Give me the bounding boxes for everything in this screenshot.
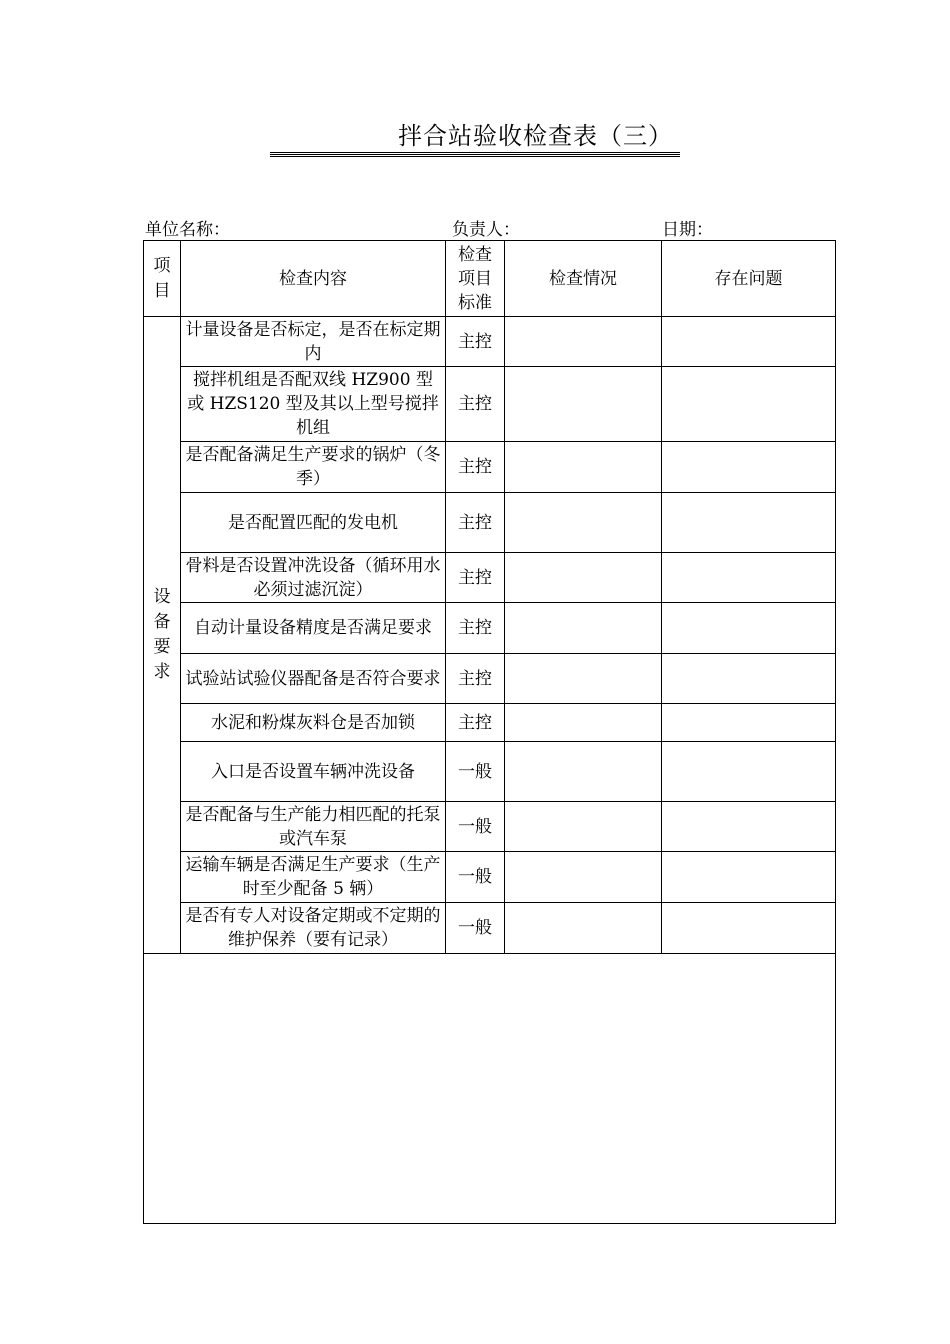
row-standard: 一般 (446, 903, 505, 954)
inspection-table (143, 240, 836, 1224)
table-row (144, 742, 836, 802)
unit-name-label: 单位名称： (145, 220, 230, 240)
table-row (144, 493, 836, 553)
row-status-cell[interactable] (505, 802, 662, 852)
row-standard: 一般 (446, 742, 505, 802)
table-row (144, 802, 836, 852)
row-issues-cell[interactable] (662, 553, 836, 603)
row-issues-cell[interactable] (662, 704, 836, 742)
row-standard: 主控 (446, 603, 505, 654)
table-row (144, 442, 836, 493)
row-standard: 主控 (446, 367, 505, 442)
row-status-cell[interactable] (505, 603, 662, 654)
row-issues-cell[interactable] (662, 802, 836, 852)
row-issues-cell[interactable] (662, 903, 836, 954)
header-standard: 检查项目标准 (446, 241, 505, 317)
date-label: 日期： (662, 220, 713, 240)
row-issues-cell[interactable] (662, 317, 836, 367)
manager-label: 负责人： (452, 220, 520, 240)
title-underline (270, 152, 680, 155)
table-row (144, 603, 836, 654)
row-standard: 主控 (446, 317, 505, 367)
table-row (144, 704, 836, 742)
row-content: 入口是否设置车辆冲洗设备 (181, 742, 446, 802)
row-status-cell[interactable] (505, 742, 662, 802)
row-content: 骨料是否设置冲洗设备（循环用水必须过滤沉淀） (181, 553, 446, 603)
table-row (144, 852, 836, 903)
row-status-cell[interactable] (505, 553, 662, 603)
row-content: 计量设备是否标定，是否在标定期内 (181, 317, 446, 367)
row-content: 是否有专人对设备定期或不定期的维护保养（要有记录） (181, 903, 446, 954)
row-status-cell[interactable] (505, 903, 662, 954)
table-row (144, 317, 836, 367)
header-content: 检查内容 (181, 241, 446, 317)
row-content: 试验站试验仪器配备是否符合要求 (181, 654, 446, 704)
row-standard: 主控 (446, 493, 505, 553)
row-status-cell[interactable] (505, 852, 662, 903)
header-issues: 存在问题 (662, 241, 836, 317)
row-issues-cell[interactable] (662, 493, 836, 553)
row-issues-cell[interactable] (662, 442, 836, 493)
category-cell: 设备要求 (144, 317, 181, 954)
row-content: 自动计量设备精度是否满足要求 (181, 603, 446, 654)
row-status-cell[interactable] (505, 367, 662, 442)
page-title: 拌合站验收检查表（三） (398, 122, 673, 150)
row-content: 水泥和粉煤灰料仓是否加锁 (181, 704, 446, 742)
header-row (144, 241, 836, 317)
row-content: 是否配置匹配的发电机 (181, 493, 446, 553)
notes-row (144, 954, 836, 1224)
row-content: 搅拌机组是否配双线 HZ900 型或 HZS120 型及其以上型号搅拌机组 (181, 367, 446, 442)
notes-area[interactable] (144, 954, 836, 1224)
row-standard: 一般 (446, 802, 505, 852)
row-issues-cell[interactable] (662, 367, 836, 442)
row-issues-cell[interactable] (662, 852, 836, 903)
row-standard: 一般 (446, 852, 505, 903)
title-underline-second (270, 156, 680, 157)
table-row (144, 367, 836, 442)
row-standard: 主控 (446, 654, 505, 704)
table-row (144, 903, 836, 954)
row-standard: 主控 (446, 704, 505, 742)
row-standard: 主控 (446, 553, 505, 603)
row-content: 运输车辆是否满足生产要求（生产时至少配备 5 辆） (181, 852, 446, 903)
row-issues-cell[interactable] (662, 742, 836, 802)
row-status-cell[interactable] (505, 317, 662, 367)
header-item: 项目 (144, 241, 181, 317)
row-status-cell[interactable] (505, 654, 662, 704)
row-issues-cell[interactable] (662, 654, 836, 704)
row-status-cell[interactable] (505, 442, 662, 493)
row-standard: 主控 (446, 442, 505, 493)
row-content: 是否配备与生产能力相匹配的托泵或汽车泵 (181, 802, 446, 852)
header-status: 检查情况 (505, 241, 662, 317)
table-row (144, 553, 836, 603)
table-row (144, 654, 836, 704)
row-issues-cell[interactable] (662, 603, 836, 654)
row-status-cell[interactable] (505, 493, 662, 553)
row-content: 是否配备满足生产要求的锅炉（冬季） (181, 442, 446, 493)
row-status-cell[interactable] (505, 704, 662, 742)
